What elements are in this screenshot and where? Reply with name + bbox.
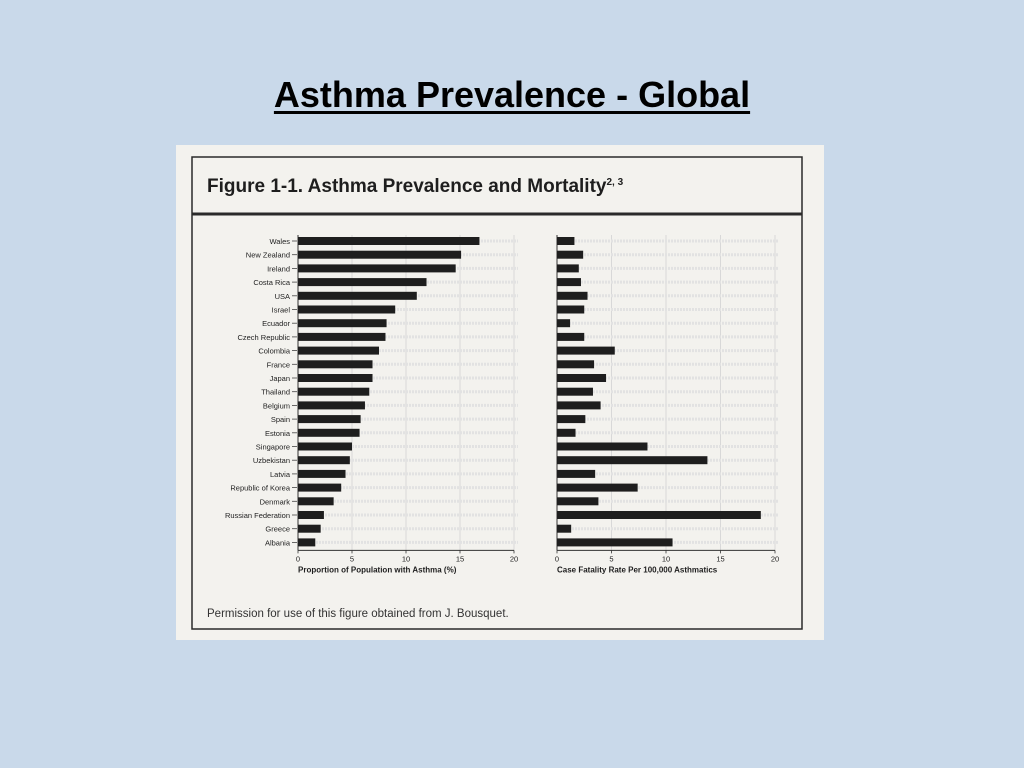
prevalence-bar xyxy=(298,347,379,355)
category-label: USA xyxy=(274,291,290,301)
prevalence-bar xyxy=(298,429,360,437)
prevalence-bar xyxy=(298,401,365,409)
category-label: Estonia xyxy=(264,428,290,438)
prevalence-x-tick-label: 5 xyxy=(349,554,355,564)
prevalence-bar xyxy=(298,306,395,314)
category-label: Belgium xyxy=(262,401,290,411)
mortality-bar xyxy=(557,538,673,546)
mortality-bar xyxy=(557,292,588,300)
prevalence-bar xyxy=(298,278,427,286)
prevalence-x-tick-label: 15 xyxy=(455,554,465,564)
prevalence-bar xyxy=(298,292,417,300)
mortality-bar xyxy=(557,415,585,423)
mortality-x-tick-label: 5 xyxy=(609,554,614,564)
mortality-bar xyxy=(557,470,595,478)
prevalence-x-tick-label: 0 xyxy=(295,554,301,564)
mortality-bar xyxy=(557,484,638,492)
prevalence-bar xyxy=(298,443,352,451)
prevalence-bar xyxy=(298,538,315,546)
prevalence-bar xyxy=(298,360,373,368)
category-label: Russian Federation xyxy=(224,511,290,520)
prevalence-bar xyxy=(298,251,461,259)
prevalence-x-axis-label: Proportion of Population with Asthma (%) xyxy=(298,565,457,575)
prevalence-bar xyxy=(298,525,321,533)
mortality-x-tick-label: 20 xyxy=(770,554,780,564)
category-label: Greece xyxy=(265,524,290,534)
mortality-bar xyxy=(557,306,584,314)
category-label: Ireland xyxy=(267,264,290,274)
figure-title-superscript: 2, 3 xyxy=(606,177,624,188)
mortality-bar xyxy=(557,456,707,464)
category-label: Denmark xyxy=(259,497,290,507)
permission-note: Permission for use of this figure obtained from J. Bousquet. xyxy=(207,608,509,620)
mortality-bar xyxy=(557,443,647,451)
category-label: Wales xyxy=(269,237,290,246)
mortality-bar xyxy=(557,251,583,259)
prevalence-bar xyxy=(298,484,341,492)
mortality-bar xyxy=(557,374,606,382)
prevalence-bar xyxy=(298,319,387,327)
mortality-bar xyxy=(557,525,571,533)
mortality-x-axis-label: Case Fatality Rate Per 100,000 Asthmatics xyxy=(557,565,718,575)
category-label: Spain xyxy=(270,415,290,425)
category-label: France xyxy=(266,360,290,370)
prevalence-bar xyxy=(298,456,350,464)
mortality-x-tick-label: 0 xyxy=(554,554,560,564)
slide-title: Asthma Prevalence - Global xyxy=(273,74,751,115)
category-label: Singapore xyxy=(255,442,290,452)
category-label: Thailand xyxy=(261,387,290,397)
category-label: Ecuador xyxy=(262,319,290,329)
prevalence-bar xyxy=(298,470,346,478)
prevalence-bar xyxy=(298,415,361,423)
mortality-bar xyxy=(557,388,593,396)
category-label: Costa Rica xyxy=(253,278,290,288)
prevalence-x-tick-label: 10 xyxy=(401,554,411,564)
mortality-bar xyxy=(557,511,761,519)
mortality-x-tick-label: 15 xyxy=(716,554,725,564)
category-label: Czech Republic xyxy=(237,332,290,342)
mortality-bar xyxy=(557,360,594,368)
prevalence-bar xyxy=(298,497,334,505)
mortality-bar xyxy=(557,497,598,505)
prevalence-bar xyxy=(298,237,479,245)
category-label: Uzbekistan xyxy=(252,456,290,466)
figure-title-text: Figure 1-1. Asthma Prevalence and Mortality xyxy=(207,176,607,197)
mortality-bar xyxy=(557,264,579,272)
mortality-bar xyxy=(557,429,576,437)
prevalence-x-tick-label: 20 xyxy=(509,554,519,564)
prevalence-bar xyxy=(298,333,385,341)
mortality-bar xyxy=(557,401,601,409)
mortality-x-tick-label: 10 xyxy=(661,554,671,564)
prevalence-bar xyxy=(298,511,324,519)
category-label: Israel xyxy=(271,305,290,315)
chart-layer xyxy=(225,235,779,574)
mortality-bar xyxy=(557,237,574,245)
category-label: Colombia xyxy=(258,346,290,356)
figure-chart xyxy=(176,145,824,640)
category-label: Japan xyxy=(269,374,290,383)
prevalence-bar xyxy=(298,374,373,382)
figure-panel xyxy=(176,145,824,640)
figure-title xyxy=(207,176,624,197)
mortality-bar xyxy=(557,333,584,341)
mortality-bar xyxy=(557,278,581,286)
mortality-bar xyxy=(557,347,615,355)
category-label: New Zealand xyxy=(245,250,290,260)
category-label: Republic of Korea xyxy=(230,483,290,493)
mortality-bar xyxy=(557,319,570,327)
prevalence-bar xyxy=(298,264,456,272)
category-label: Albania xyxy=(264,538,290,548)
prevalence-bar xyxy=(298,388,369,396)
category-label: Latvia xyxy=(269,469,290,479)
